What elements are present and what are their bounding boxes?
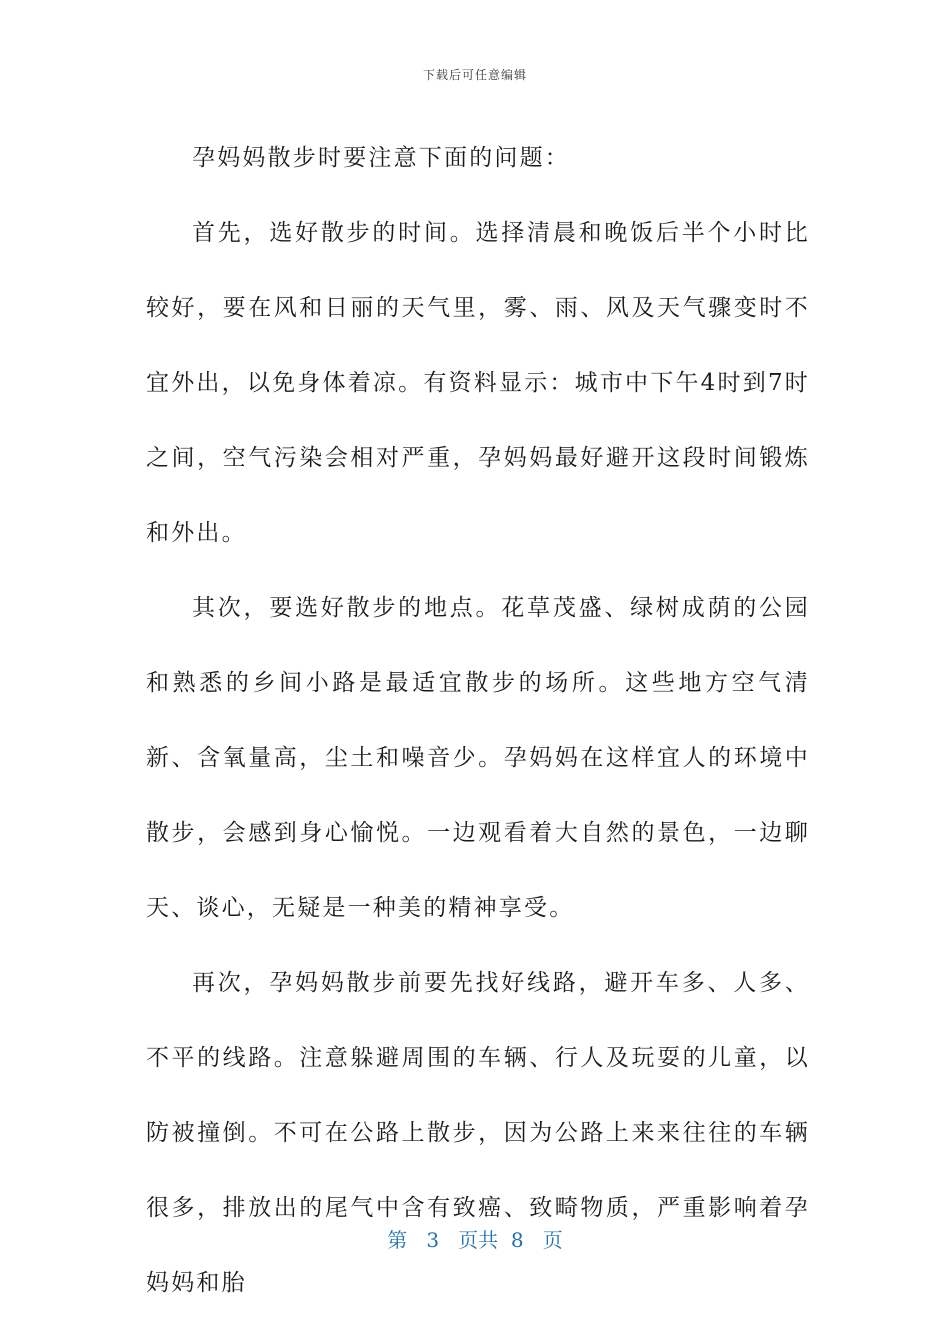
page-middle: 页共 [458,1228,499,1252]
header-note: 下载后可任意编辑 [422,68,527,82]
paragraph-location: 其次，要选好散步的地点。花草茂盛、绿树成荫的公园和熟悉的乡间小路是最适宜散步的场所。这些地方空气清新、含氧量高，尘土和噪音少。孕妈妈在这样宜人的环境中散步，会感到身心愉悦。一边观看着大自然的景色，一边聊天、谈心，无疑是一种美的精神享受。 [146,595,810,921]
page-suffix: 页 [542,1228,563,1252]
paragraph-route: 再次，孕妈妈散步前要先找好线路，避开车多、人多、不平的线路。注意躲避周围的车辆、行人及玩耍的儿童，以防被撞倒。不可在公路上散步，因为公路上来来往往的车辆很多，排放出的尾气中含有致癌、致畸物质，严重影响着孕妈妈和胎 [146,970,810,1296]
body-text [146,121,810,1321]
paragraph-time: 首先，选好散步的时间。选择清晨和晚饭后半个小时比较好，要在风和日丽的天气里，雾、雨、风及天气骤变时不宜外出，以免身体着凉。有资料显示：城市中下午4时到7时之间，空气污染会相对严重，孕妈妈最好避开这段时间锻炼和外出。 [146,220,810,546]
page-prefix: 第 [387,1228,408,1252]
current-page-number: 3 [426,1228,440,1252]
total-pages-number: 8 [510,1228,524,1252]
page-footer [0,1224,950,1253]
paragraph-intro: 孕妈妈散步时要注意下面的问题： [192,145,570,171]
